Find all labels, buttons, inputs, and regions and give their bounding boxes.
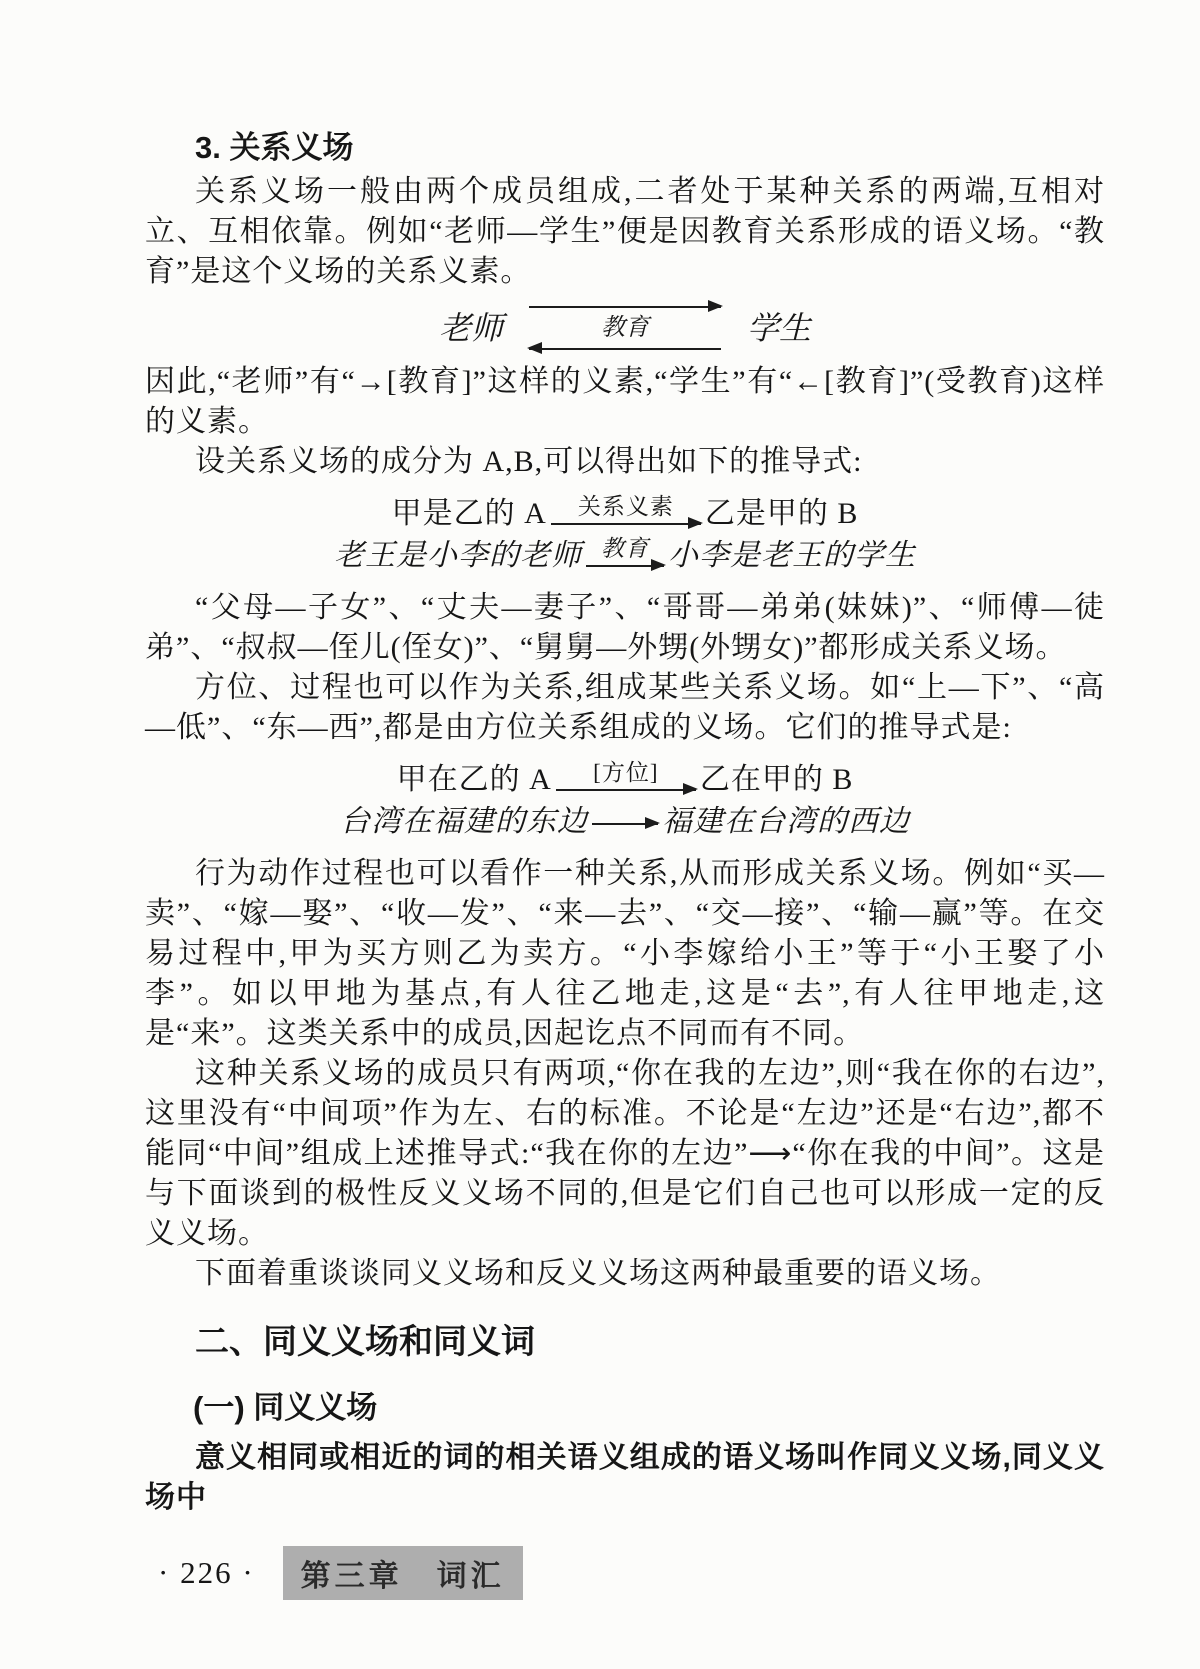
- para-therefore: 因此,“老师”有“→[教育]”这样的义素,“学生”有“←[教育]”(受教育)这样的义素。: [145, 365, 1105, 438]
- para-action-relations: 行为动作过程也可以看作一种关系,从而形成关系义场。例如“买—卖”、“嫁—娶”、“收—发”、“来—去”、“交—接”、“输—赢”等。在交易过程中,甲为买方则乙为卖方。“小李嫁给小王”等于“小王娶了小李”。如以甲地为基点,有人往乙地走,这是“去”,有人往甲地走,这是“来”。这类关系中的成员,因起讫点不同而有不同。: [145, 857, 1105, 1050]
- labeled-arrow: [586, 536, 664, 567]
- chapter-badge: 第三章 词汇: [283, 1546, 523, 1600]
- page-footer: [158, 1546, 523, 1600]
- heading-subsection-1-synonym-field: (一) 同义义场: [193, 1390, 378, 1425]
- heading-section-3: 3. 关系义场: [195, 130, 354, 165]
- formula-teacher-example: [145, 536, 1105, 576]
- arrow-label: 关系义素: [577, 493, 674, 519]
- arrow-label: [方位]: [593, 759, 659, 785]
- formula-left-text: 甲在乙的 A: [396, 763, 552, 796]
- formula-location-derivation: [145, 760, 1105, 800]
- para-derivation-setup: 设关系义场的成分为 A,B,可以得出如下的推导式:: [195, 445, 863, 478]
- arrow-right-icon: [551, 523, 701, 525]
- para-direction-relations: 方位、过程也可以作为关系,组成某些关系义场。如“上—下”、“高—低”、“东—西”,都是由方位关系组成的义场。它们的推导式是:: [145, 671, 1105, 744]
- formula-right-text: 乙是甲的 B: [704, 497, 859, 530]
- para-transition-next: 下面着重谈谈同义义场和反义义场这两种最重要的语义场。: [195, 1257, 1001, 1290]
- formula-right-text: 乙在甲的 B: [699, 763, 854, 796]
- diagram-relation-label: 教育: [601, 315, 649, 341]
- para-relational-field-intro: 关系义场一般由两个成员组成,二者处于某种关系的两端,互相对立、互相依靠。例如“老师—学生”便是因教育关系形成的语义场。“教育”是这个义场的关系义素。: [145, 175, 1105, 288]
- diagram-right-term: 学生: [747, 310, 812, 346]
- para-two-member-fields: 这种关系义场的成员只有两项,“你在我的左边”,则“我在你的右边”,这里没有“中间项”作为左、右的标准。不论是“左边”还是“右边”,都不能同“中间”组成上述推导式:“我在你的左边”⟶“你在我的中间”。这是与下面谈到的极性反义义场不同的,但是它们自己也可以形成一定的反义义场。: [145, 1057, 1105, 1250]
- diagram-left-term: 老师: [438, 310, 503, 346]
- page-number: · 226 ·: [158, 1555, 255, 1590]
- diagram-arrows: [529, 306, 721, 350]
- formula-left-text: 老王是小李的老师: [334, 539, 582, 572]
- arrow-right-icon: [556, 789, 696, 791]
- diagram-teacher-student: [145, 300, 1105, 356]
- formula-general-derivation: [145, 494, 1105, 534]
- labeled-arrow: [551, 494, 701, 525]
- arrow-left-icon: [529, 348, 721, 350]
- heading-section-2-synonym-fields: 二、同义义场和同义词: [195, 1323, 535, 1361]
- formula-right-text: 小李是老王的学生: [668, 539, 916, 572]
- para-relation-pairs: “父母—子女”、“丈夫—妻子”、“哥哥—弟弟(妹妹)”、“师傅—徒弟”、“叔叔—侄儿(侄女)”、“舅舅—外甥(外甥女)”都形成关系义场。: [145, 591, 1105, 664]
- arrow-right-icon: [586, 565, 664, 567]
- arrow-label: 教育: [601, 535, 649, 561]
- formula-left-text: 甲是乙的 A: [391, 497, 547, 530]
- formula-left-text: 台湾在福建的东边: [340, 805, 588, 838]
- para-synonym-field-definition: 意义相同或相近的词的相关语义组成的语义场叫作同义义场,同义义场中: [145, 1441, 1105, 1514]
- labeled-arrow: [556, 760, 696, 791]
- formula-taiwan-example: [145, 802, 1105, 842]
- arrow-right-icon: [592, 823, 658, 825]
- arrow-right-icon: [529, 306, 721, 308]
- formula-right-text: 福建在台湾的西边: [662, 805, 910, 838]
